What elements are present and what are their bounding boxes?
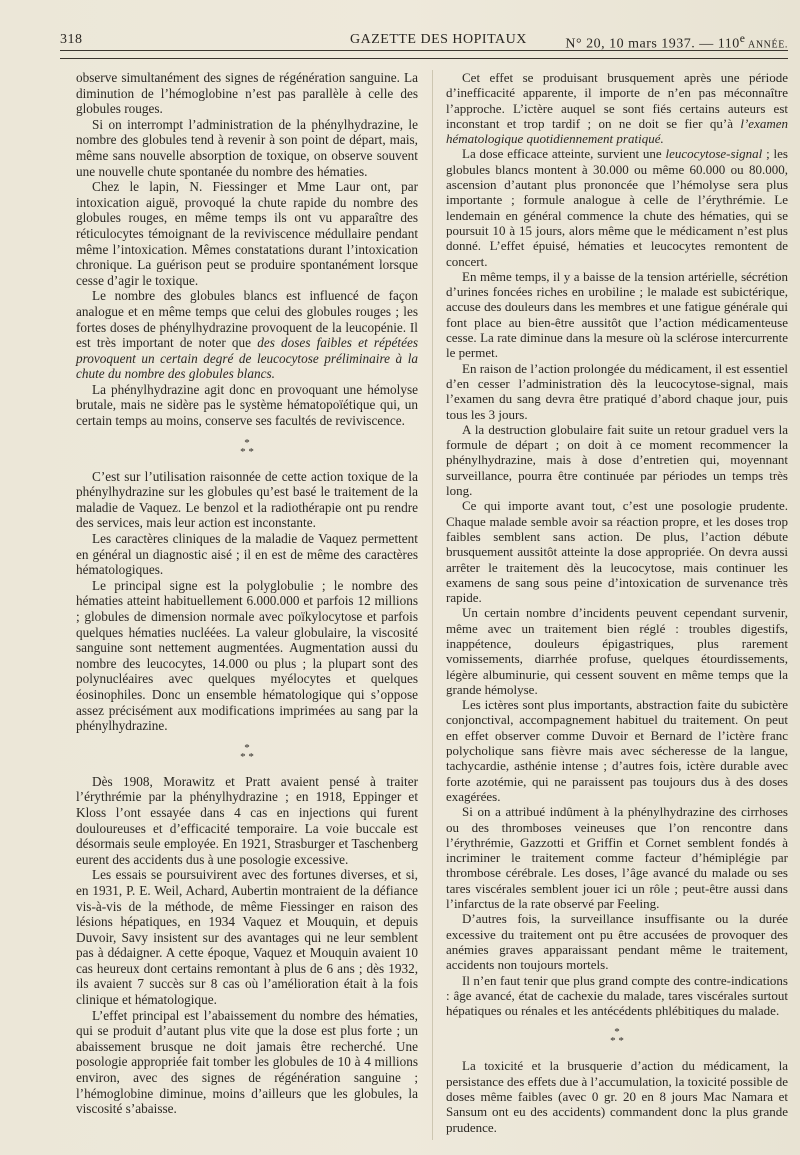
- paragraph: Les essais se poursuivirent avec des fortunes diverses, et si, en 1931, P. E. Weil, Achard, Aubertin montraient de la défiance vis-à-vis de la méthode, de même Fiessinger en raison des lésions hépatiques, en 1934 Vaquez et Mouquin, et depuis Duvoir, Savy insistent sur des avantages qui ne leur semblent pas à dédaigner. A cette époque, Vaquez et Mouquin avaient 10 cas heureux dont certains remontant à plus de 6 ans ; dès 1932, ils avaient 7 succès sur 8 cas où l’amélioration était à la fois clinique et hématologique.: [76, 867, 418, 1008]
- paragraph: Il n’en faut tenir que plus grand compte des contre-indications : âge avancé, état de cachexie du malade, tares viscérales surtout hépatiques ou rénales et les antécédents phlébitiques du malade.: [446, 972, 788, 1019]
- paragraph-text: Le nombre des globules blancs est influencé de façon analogue et en même temps que celui des globules rouges ; les fortes doses de phénylhydrazine provoquent de la leucopénie. Il est très important de noter que: [76, 288, 418, 351]
- issue-sup: e: [739, 32, 746, 45]
- column-divider: [432, 70, 433, 1140]
- paragraph-text: ; les globules blancs montent à 30.000 ou même 60.000 ou 80.000, ascension d’autant plus prononcée que l’hémolyse sera plus importante ; formule analogue à celle de l’érythrémie. Le lendemain en général commence la chute des hématies, qui se poursuit 10 à 15 jours, alors même que le médicament n’est plus donné. L’effet épuisé, hématies et leucocytes remontent de concert.: [446, 146, 788, 269]
- emphasis-text: l’examen hématologique quotidiennement pratiqué.: [446, 115, 788, 147]
- page-number: 318: [60, 32, 83, 47]
- paragraph: observe simultanément des signes de régénération sanguine. La diminution de l’hémoglobine n’est pas parallèle à celle des globules rouges.: [76, 70, 418, 117]
- paragraph: Les caractères cliniques de la maladie de Vaquez permettent en général un diagnostic aisé ; il en est de même des caractères hématologiques.: [76, 531, 418, 578]
- paragraph: [446, 70, 788, 146]
- header-rule-top: [60, 50, 788, 51]
- paragraph: C’est sur l’utilisation raisonnée de cette action toxique de la phénylhydrazine sur les globules qu’est basé le traitement de la maladie de Vaquez. Le benzol et la radiothérapie ont pu rendre des services, mais leur action est inconstante.: [76, 468, 418, 531]
- paragraph: Si on interrompt l’administration de la phénylhydrazine, le nombre des globules tend à revenir à son point de départ, mais, même sans nouvelle absorption de toxique, on observe souvent une nouvelle chute spontanée du nombre des hématies.: [76, 116, 418, 179]
- paragraph: Ce qui importe avant tout, c’est une posologie prudente. Chaque malade semble avoir sa réaction propre, et les doses trop faibles semblent sans action. De plus, l’action débute brusquement aussitôt atteinte la dose appropriée. On devra aussi arrêter le traitement dès la leucocytose, mais continuer les examens de sang sous peine d’intoxication de survenance très rapide.: [446, 498, 788, 606]
- paragraph-text: Cet effet se produisant brusquement après une période d’inefficacité apparente, il importe de n’en pas méconnaître l’approche. L’ictère auquel se sont fiés certains auteurs est inconstant et trop tardif ; on ne doit se fier qu’à: [446, 70, 788, 131]
- right-column: [446, 70, 788, 1135]
- journal-title: GAZETTE DES HOPITAUX: [350, 32, 527, 47]
- emphasis-text: des doses faibles et répétées provoquent un certain degré de leucocytose préliminaire à la chute du nombre des globules blancs.: [76, 335, 418, 382]
- paragraph: En raison de l’action prolongée du médicament, il est essentiel d’en cesser l’administration dès la leucocytose-signal, mais l’examen du sang devra être pratiqué d’abord chaque jour, puis tous les 3 jours.: [446, 360, 788, 422]
- paragraph: [76, 288, 418, 382]
- paragraph: Un certain nombre d’incidents peuvent cependant survenir, même avec un traitement bien réglé : troubles digestifs, inappétence, douleurs épigastriques, plus rarement vomissements, diarrhée profuse, quelques étourdissements, légère albuminurie, qui cessent souvent en même temps que la grande hémolyse.: [446, 605, 788, 697]
- paragraph: La toxicité et la brusquerie d’action du médicament, la persistance des effets due à l’accumulation, la toxicité possible de doses même faibles (avec 0 gr. 20 en 8 jours Mac Namara et Sansum ont eu des accidents) commandent donc la plus grande prudence.: [446, 1058, 788, 1135]
- emphasis-text: leucocytose-signal: [665, 146, 763, 162]
- section-separator: * * *: [240, 436, 254, 458]
- paragraph-text: La dose efficace atteinte, survient une: [462, 146, 666, 162]
- paragraph: A la destruction globulaire fait suite un retour graduel vers la formule de départ ; on doit à ce moment recommencer la phénylhydrazine, mais à dose d’entretien qui, moyennant surveillance, pourra être continuée par périodes un temps très long.: [446, 421, 788, 499]
- header-rule-bottom: [60, 58, 788, 59]
- paragraph: Les ictères sont plus importants, abstraction faite du subictère conjonctival, accompagnement habituel du traitement. On peut en effet observer comme Duvoir et Bernard de l’ictère franc polycholique sans fièvre mais avec sécheresse de la langue, tachycardie, asthénie intense ; d’autres fois, ictère durable avec forte azotémie, qui ne paraissent pas toujours dus à des doses exagérées.: [446, 697, 788, 804]
- left-column: [76, 70, 418, 1117]
- paragraph: La phénylhydrazine agit donc en provoquant une hémolyse brutale, mais ne sidère pas le système hématopoïétique qui, un certain temps au moins, conserve ses facultés de reviviscence.: [76, 381, 418, 429]
- paragraph: D’autres fois, la surveillance insuffisante ou la durée excessive du traitement ont pu être accusées de provoquer des anémies graves apparaissant pendant même le traitement, accidents non toujours mortels.: [446, 911, 788, 973]
- paragraph: Chez le lapin, N. Fiessinger et Mme Laur ont, par intoxication aiguë, provoqué la chute rapide du nombre des globules rouges, en même temps ils ont vu apparaître des réticulocytes témoignant de la reviviscence médullaire pendant même l’intoxication. Mêmes constatations durant l’intoxication chronique. La guérison peut se produire spontanément lorsque cesse d’agir le toxique.: [76, 179, 418, 288]
- page-header: [60, 28, 788, 50]
- issue-year-label: ANNÉE.: [745, 39, 788, 51]
- paragraph: En même temps, il y a baisse de la tension artérielle, sécrétion d’urines foncées riches en urobiline ; le malade est subictérique, accuse des douleurs dans les membres et une fatigue générale qui font place au bien-être aussitôt que l’action médicamenteuse cesse. La rate diminue dans la mesure où la sclérose intercurrente le permet.: [446, 268, 788, 361]
- issue-date: N° 20, 10 mars 1937. — 110: [565, 36, 740, 52]
- paragraph: L’effet principal est l’abaissement du nombre des hématies, qui se produit d’autant plus vite que la dose est plus forte ; un abaissement brusque ne doit jamais être recherché. Une posologie appropriée fait tomber les globules de 10 à 4 millions environ, avec des signes de régénération sanguine ; l’hémoglobine diminue, moins d’ailleurs que les globules, la viscosité s’abaisse.: [76, 1007, 418, 1117]
- paragraph: Dès 1908, Morawitz et Pratt avaient pensé à traiter l’érythrémie par la phénylhydrazine ; en 1918, Eppinger et Kloss l’ont essayée dans 4 cas en injections qui furent douloureuses et d’efficacité temporaire. La voie buccale est désormais seule employée. En 1921, Strasburger et Taschenberg eurent des accidents dus à une posologie excessive.: [76, 773, 418, 867]
- paragraph: [446, 146, 788, 268]
- paragraph: Si on a attribué indûment à la phénylhydrazine des cirrhoses ou des thromboses veineuses que l’on rencontre dans l’érythrémie, Gazzotti et Griffin et Cornet semblent fondés à incriminer le traitement comme facteur d’hémiplégie par thrombose cérébrale. Les doses, l’âge avancé du malade ou ses tares viscérales semblent jouer ici un rôle ; peut-être aussi dans l’infarctus de la rate observé par Feeling.: [446, 804, 788, 912]
- section-separator: * * *: [610, 1026, 624, 1048]
- paragraph: Le principal signe est la polyglobulie ; le nombre des hématies atteint habituellement 6.000.000 et parfois 12 millions ; globules de dimension normale avec poïkylocytose et parfois quelques hématies nucléées. La valeur globulaire, la viscosité sanguine sont nettement augmentées. Augmentation aussi du nombre des leucocytes, 14.000 ou plus ; la plupart sont des polynucléaires avec quelques myélocytes et quelques éosinophiles. Donc un ensemble hématologique qui s’oppose assez précisément aux modifications imprimées au sang par la phénylhydrazine.: [76, 577, 418, 734]
- section-separator: * * *: [240, 741, 254, 763]
